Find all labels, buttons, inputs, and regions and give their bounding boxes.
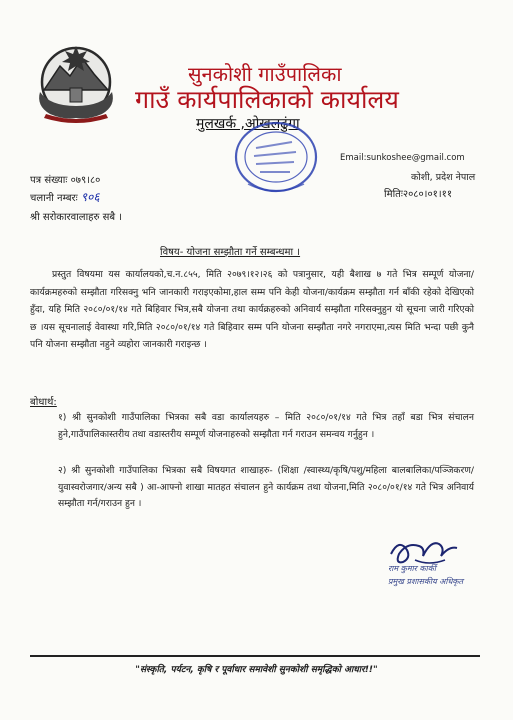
letter-date: मितिः२०८०।०१।११	[384, 189, 453, 200]
body-paragraph: प्रस्तुत विषयमा यस कार्यालयको,च.न.८५५, मिति २०७९।१२।२६ को पत्रानुसार, यही बैशाख ७ गते भित्र सम्पूर्ण योजना/कार्यक्रमहरुको सम्झौता गरिसक्नु भनि जानकारी गराइएकोमा,हाल सम्म पनि केही योजना/कार्यक्रम सम्झौता गर्न बाँकी रहेको देखिएको हुँदा, यहि मिति २०८०/०१/१४ गते बिहिवार भित्र,सबै योजना तथा कार्यक्रहरुको अनिवार्य सम्झौता गरिसक्नुहुन यो सूचना जारी गरिएको छ ।यस सूचनालाई वेवास्था गरि,मिति २०८०/०१/१४ गते बिहिवार सम्म पनि योजना सम्झौता नगरे नगराएमा,त्यस मिति भन्दा पछी कुनै पनि योजना सम्झौता नहुने व्यहोरा जानकारी गराइन्छ ।	[30, 269, 474, 350]
footer-divider	[30, 655, 480, 657]
signatory-name: राम कुमार कार्की	[388, 564, 436, 573]
recipient: श्री सरोकारवालाहरु सबै ।	[30, 212, 123, 223]
registration-number: पत्र संख्याः ०७९।८०	[30, 175, 101, 186]
organization-name: सुनकोशी गाउँपालिका	[188, 62, 342, 86]
nepal-emblem-icon	[30, 40, 122, 124]
cc-label: बोधार्थ:	[30, 397, 57, 408]
signatory-block	[388, 562, 463, 588]
office-stamp-icon	[230, 118, 322, 196]
subject-line: विषय- योजना सम्झौता गर्ने सम्बन्धमा ।	[160, 247, 301, 258]
cc-item: २) श्री सुनकोशी गाउँपालिका भित्रका सबै विषयगत शाखाहरु- (शिक्षा /स्वास्थ्य/कृषि/पशु/महिला बालबालिका/पञ्जिकरण/युवास्वरोजगार/अन्य सबै ) आ-आफ्नो शाखा मातहत संचालन हुने कार्यक्रम तथा योजना,मिति २०८०/०१/१४ गते भित्र अनिवार्य सम्झौता गर्न/गराउन हुन ।	[58, 465, 474, 509]
dispatch-number	[30, 188, 100, 205]
dispatch-number-value: ९०६	[80, 190, 100, 204]
signatory-title: प्रमुख प्रशासकीय अधिकृत	[388, 577, 464, 586]
dispatch-number-label: चलानी नम्बरः	[30, 193, 78, 204]
cc-item: १) श्री सुनकोशी गाउँपालिका भित्रका सबै वडा कार्यालयहरु – मिति २०८०/०१/१४ गते भित्र तहाँ बडा भित्र संचालन हुने,गाउँपालिकास्तरीय तथा वडास्तरीय सम्पूर्ण योजनाहरुको सम्झौता गर्न गराउन समन्वय गर्नुहुन ।	[58, 412, 474, 440]
footer-motto: "संस्कृति, पर्यटन, कृषि र पूर्वाधार समावेशी सुनकोशी समृद्धिको आधार!!"	[135, 665, 378, 675]
email-address: Email:sunkoshee@gmail.com	[340, 153, 465, 163]
province-name: कोशी, प्रदेश नेपाल	[411, 172, 476, 183]
office-address: मुलखर्क ,ओखलढुंगा	[196, 116, 300, 132]
letter-body	[30, 266, 474, 354]
office-name: गाउँ कार्यपालिकाको कार्यालय	[135, 85, 399, 114]
